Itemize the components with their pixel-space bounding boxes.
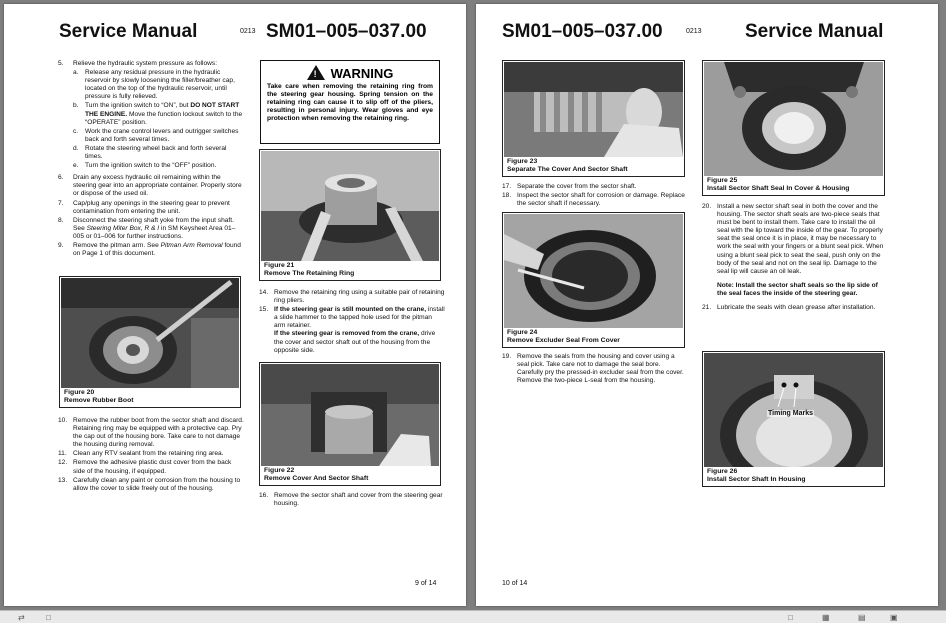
manual-title: Service Manual bbox=[745, 21, 884, 42]
photo-remove-retaining-ring bbox=[261, 151, 439, 261]
warning-title: WARNING bbox=[330, 66, 394, 81]
figure-24 bbox=[502, 212, 685, 348]
manual-title: Service Manual bbox=[59, 21, 198, 42]
doc-code: 0213 bbox=[686, 28, 702, 35]
continuous-icon[interactable]: ▤ bbox=[858, 613, 866, 622]
figure-26 bbox=[702, 351, 885, 487]
timing-marks-label: Timing Marks bbox=[768, 410, 813, 417]
steps-20-21: 20. Install a new sector shaft seal in both the cover and the housing. The sector shaft seals are two-piece seals that must be bent to install them. Take care to install the oil seal with the lip toward the inside of the gear. To properly seat the seal once it is in place, it may be necessary to work the seal with your fingers or a blunt seal pick. When using a blunt seal pick to seat the seal, push only on the body of the seal and not on the seal lip. Damage to the seal lip will cause an oil leak. Note: Install the sector shaft seals so the lip side of the seal faces the inside of the steering gear. 21. Lubricate the seals with clean grease after installation. bbox=[702, 203, 888, 313]
warning-text: Take care when removing the retaining ring from the steering gear housing. Spring tension on the retaining ring can cause it to slip off of the pliers, resulting in personal injury. Wear gloves and eye protection when removing the retaining ring. bbox=[267, 83, 433, 123]
single-page-icon[interactable]: □ bbox=[788, 613, 793, 622]
figure-21 bbox=[259, 149, 441, 281]
photo-remove-cover-sector-shaft bbox=[261, 364, 439, 466]
figure-20-caption: Figure 20 Remove Rubber Boot bbox=[64, 389, 134, 404]
figure-23 bbox=[502, 60, 685, 177]
page-10 bbox=[476, 4, 938, 606]
doc-number: SM01–005–037.00 bbox=[502, 21, 663, 42]
figure-25 bbox=[702, 60, 885, 196]
photo-remove-excluder-seal bbox=[504, 214, 683, 328]
page-number: 10 of 14 bbox=[502, 580, 528, 587]
figure-25-caption: Figure 25 Install Sector Shaft Seal In Cover & Housing bbox=[707, 177, 850, 192]
two-page-icon[interactable]: ▦ bbox=[822, 613, 830, 622]
page-9 bbox=[4, 4, 466, 606]
figure-21-caption: Figure 21 Remove The Retaining Ring bbox=[264, 262, 355, 277]
step-16: 16. Remove the sector shaft and cover from the steering gear housing. bbox=[259, 492, 443, 508]
figure-24-caption: Figure 24 Remove Excluder Seal From Cover bbox=[507, 329, 620, 344]
figure-22-caption: Figure 22 Remove Cover And Sector Shaft bbox=[264, 467, 369, 482]
figure-23-caption: Figure 23 Separate The Cover And Sector Shaft bbox=[507, 158, 628, 173]
figure-20 bbox=[59, 276, 241, 408]
doc-number: SM01–005–037.00 bbox=[266, 21, 427, 42]
steps-10-13: 10. Remove the rubber boot from the sector shaft and discard. Retaining ring may be equipped with a protective cap. Pry the cap out of the housing bore. Take care to not damage the housing during removal. 11. Clean any RTV sealant from the retaining ring area. 12. Remove the adhesive plastic dust cover from the back side of the housing, if equipped. 13. Carefully clean any paint or corrosion from the housing to allow the cover to slide freely out of the housing. bbox=[58, 417, 244, 492]
doc-code: 0213 bbox=[240, 28, 256, 35]
figure-26-caption: Figure 26 Install Sector Shaft In Housing bbox=[707, 468, 806, 483]
fit-icon[interactable]: ▣ bbox=[890, 613, 898, 622]
photo-separate-cover-sector-shaft bbox=[504, 62, 683, 157]
viewer-toolbar bbox=[0, 610, 946, 623]
steps-17-18: 17. Separate the cover from the sector shaft. 18. Inspect the sector shaft for corrosion or damage. Replace the sector shaft if necessary. bbox=[502, 183, 685, 208]
photo-remove-rubber-boot bbox=[61, 278, 239, 388]
warning-box bbox=[260, 60, 440, 144]
steps-14-15: 14. Remove the retaining ring using a suitable pair of retaining ring pliers. 15. If the steering gear is still mounted on the crane, install a slide hammer to the tapped hole used for the pitman arm retainer. If the steering gear is removed from the crane, drive the cover and sector shaft out of the housing from the opposite side. bbox=[259, 289, 445, 354]
page-number: 9 of 14 bbox=[415, 580, 437, 587]
page-icon[interactable]: □ bbox=[46, 613, 51, 622]
rotate-icon[interactable]: ⇄ bbox=[18, 613, 25, 622]
steps-5-9: 5. Relieve the hydraulic system pressure as follows: a. Release any residual pressure in the hydraulic reservoir by slowly loosening the filler/breather cap, located on the top of the hydraulic reservoir, until pressure is fully relieved. b. Turn the ignition switch to “ON”, but DO NOT START THE ENGINE. Move the function lockout switch to the “OPERATE” position. c. Work the crane control levers and outrigger switches back and forth several times. d. Rotate the steering wheel back and forth several times. e. Turn the ignition switch to the “OFF” position. 6. Drain any excess hydraulic oil remaining within the steering gear into an appropriate container. Properly store or dispose of the used oil. 7. Cap/plug any openings in the steering gear to prevent contamination from entering the unit. 8. Disconnect the steering shaft yoke from the input shaft. See Steering Miter Box, R & I in SM Keysheet Area 01–005 or 01–006 for further instructions. 9. Remove the pitman arm. See Pitman Arm Removal found on Page 1 of this document. bbox=[58, 60, 243, 258]
figure-22 bbox=[259, 362, 441, 486]
step-19: 19. Remove the seals from the housing and cover using a seal pick. Take care not to damage the seal bore. Carefully pry the pressed-in excluder seal from the cover. Remove the two-piece L-seal from the housing. bbox=[502, 353, 684, 385]
warning-icon: ! bbox=[307, 65, 325, 80]
photo-install-sector-shaft-seal bbox=[704, 62, 883, 176]
seal-note: Note: Install the sector shaft seals so the lip side of the seal faces the inside of the steering gear. bbox=[717, 281, 878, 297]
